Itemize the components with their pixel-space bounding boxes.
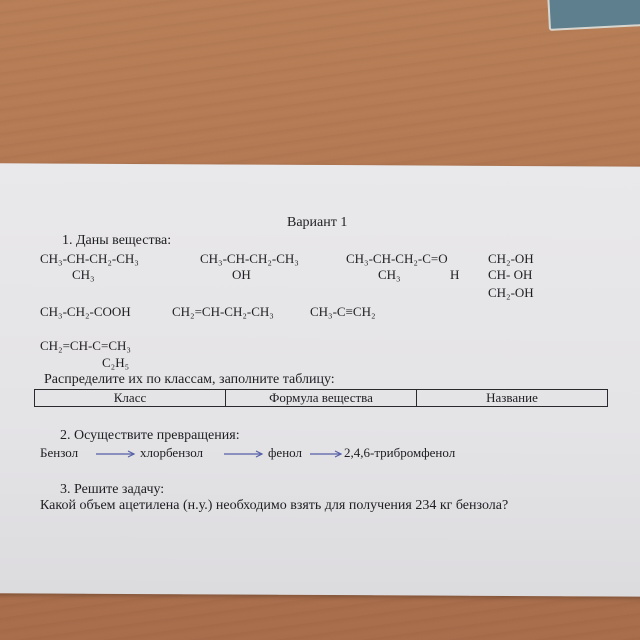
arrow-icon	[222, 448, 266, 460]
chain-chlorobenzene: хлорбензол	[140, 445, 204, 460]
formula-1-branch: CH₃	[72, 267, 95, 282]
formula-8-branch: C₂H₅	[102, 355, 130, 370]
chain-phenol: фенол	[268, 445, 302, 460]
formula-4-line2: CH- OH	[488, 267, 533, 282]
formula-4-line1: CH₂-OH	[488, 251, 534, 266]
formula-3-main: CH₃-CH-CH₂-C=O	[346, 251, 448, 266]
task3-heading: 3. Решите задачу:	[60, 482, 165, 497]
formula-8-main: CH₂=CH-C=CH₃	[40, 338, 131, 353]
task1-instruction: Распределите их по классам, заполните таблицу:	[44, 372, 335, 387]
arrow-icon	[94, 448, 138, 460]
chain-tribromophenol: 2,4,6-трибромфенол	[344, 445, 456, 460]
book-corner	[547, 0, 640, 31]
table-header-formula: Формула вещества	[226, 390, 417, 406]
table-header-name: Название	[486, 390, 538, 405]
formula-6: CH₂=CH-CH₂-CH₃	[172, 304, 274, 319]
formula-4-line3: CH₂-OH	[488, 285, 534, 300]
task3-problem: Какой объем ацетилена (н.у.) необходимо взять для получения 234 кг бензола?	[40, 498, 509, 513]
formula-3-branch-right: H	[450, 267, 460, 282]
formula-1-main: CH₃-CH-CH₂-CH₃	[40, 251, 139, 266]
task2-heading: 2. Осуществите превращения:	[60, 428, 240, 443]
formula-5: CH₃-CH₂-COOH	[40, 304, 131, 319]
formula-2-branch: OH	[232, 267, 251, 282]
table-header-class: Класс	[35, 390, 226, 406]
arrow-icon	[308, 448, 344, 460]
formula-2-main: CH₃-CH-CH₂-CH₃	[200, 251, 299, 266]
classification-table-header	[34, 389, 608, 407]
variant-title: Вариант 1	[287, 215, 348, 230]
formula-7: CH₃-C≡CH₂	[310, 304, 376, 319]
formula-3-branch-left: CH₃	[378, 267, 401, 282]
chain-benzene: Бензол	[40, 445, 79, 460]
task1-heading: 1. Даны вещества:	[62, 233, 172, 248]
